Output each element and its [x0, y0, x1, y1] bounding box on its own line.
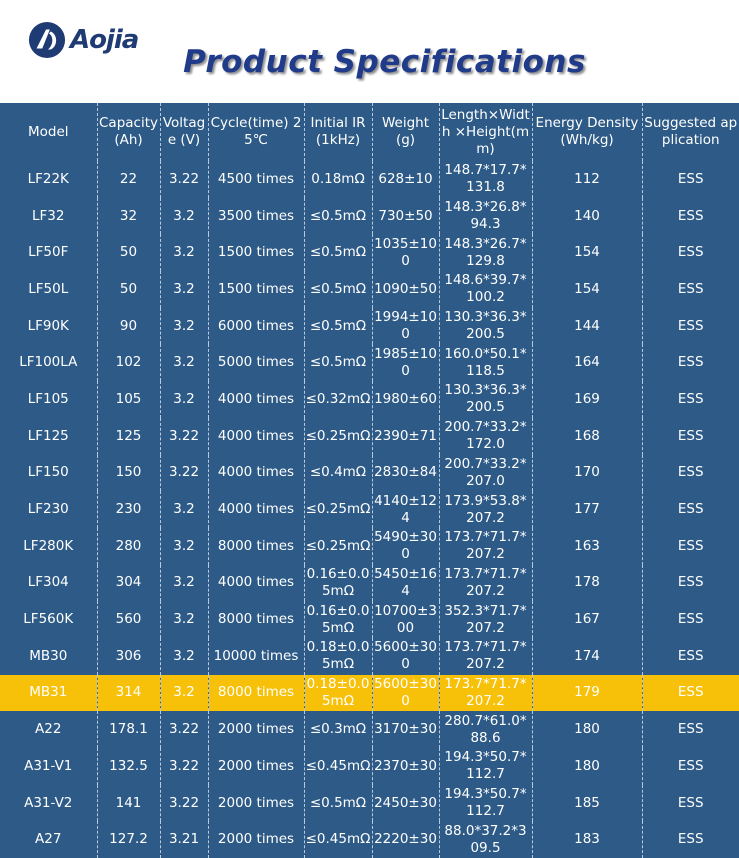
cell-energy-density: 144 [532, 308, 642, 345]
col-header-weight: Weight (g) [372, 103, 439, 161]
cell-model: LF32 [32, 207, 65, 224]
cell-model: MB30 [29, 647, 68, 664]
cell-capacity: 127.2 [97, 821, 160, 858]
cell-dimensions: 200.7*33.2*172.0 [439, 418, 532, 455]
cell-model: MB31 [0, 675, 97, 712]
cell-application: ESS [642, 785, 739, 822]
cell-weight: 5600±300 [372, 638, 439, 675]
cell-model: LF280K [23, 537, 74, 554]
cell-initial-ir: ≤0.5mΩ [304, 344, 372, 381]
cell-application: ESS [642, 418, 739, 455]
cell-cycle: 4000 times [208, 491, 304, 528]
cell-energy-density: 169 [532, 381, 642, 418]
cell-voltage: 3.22 [160, 161, 208, 198]
cell-energy-density: 154 [532, 234, 642, 271]
col-header-cycle: Cycle(time) 25℃ [208, 103, 304, 161]
cell-voltage: 3.2 [160, 491, 208, 528]
cell-model: LF150 [27, 464, 69, 481]
table-row [0, 638, 739, 675]
col-header-dimensions: Length×Width ×Height(mm) [439, 103, 532, 161]
cell-weight: 1035±100 [372, 234, 439, 271]
cell-initial-ir: ≤0.3mΩ [304, 711, 372, 748]
cell-initial-ir: ≤0.5mΩ [304, 198, 372, 235]
cell-cycle: 2000 times [208, 748, 304, 785]
cell-voltage: 3.22 [160, 748, 208, 785]
cell-cycle: 5000 times [208, 344, 304, 381]
page-header [0, 0, 739, 103]
cell-capacity: 150 [97, 455, 160, 492]
cell-initial-ir: 0.16±0.05mΩ [304, 565, 372, 602]
cell-weight: 2450±30 [372, 785, 439, 822]
brand-name: Aojia [70, 25, 139, 55]
cell-initial-ir: ≤0.25mΩ [304, 418, 372, 455]
table-row [0, 161, 739, 198]
cell-capacity: 102 [97, 344, 160, 381]
cell-voltage: 3.22 [160, 418, 208, 455]
cell-voltage: 3.2 [160, 198, 208, 235]
cell-dimensions: 88.0*37.2*309.5 [439, 821, 532, 858]
cell-capacity: 105 [97, 381, 160, 418]
cell-energy-density: 177 [532, 491, 642, 528]
cell-application: ESS [642, 638, 739, 675]
table-row [0, 565, 739, 602]
cell-application: ESS [642, 234, 739, 271]
cell-capacity: 50 [97, 234, 160, 271]
cell-capacity: 314 [97, 675, 160, 712]
table-row [0, 821, 739, 858]
cell-weight: 5600±300 [372, 675, 439, 712]
cell-energy-density: 178 [532, 565, 642, 602]
cell-dimensions: 130.3*36.3*200.5 [439, 308, 532, 345]
cell-weight: 730±50 [372, 198, 439, 235]
cell-weight: 2390±71 [372, 418, 439, 455]
cell-cycle: 4000 times [208, 455, 304, 492]
cell-model: LF230 [27, 501, 69, 518]
cell-cycle: 3500 times [208, 198, 304, 235]
cell-capacity: 141 [97, 785, 160, 822]
cell-model: A22 [35, 721, 62, 738]
cell-voltage: 3.2 [160, 601, 208, 638]
cell-weight: 5450±164 [372, 565, 439, 602]
cell-voltage: 3.2 [160, 234, 208, 271]
table-row [0, 381, 739, 418]
cell-weight: 2220±30 [372, 821, 439, 858]
cell-voltage: 3.22 [160, 711, 208, 748]
cell-weight: 628±10 [372, 161, 439, 198]
cell-dimensions: 280.7*61.0*88.6 [439, 711, 532, 748]
cell-weight: 3170±30 [372, 711, 439, 748]
cell-application: ESS [642, 528, 739, 565]
table-row [0, 785, 739, 822]
cell-energy-density: 180 [532, 748, 642, 785]
cell-initial-ir: ≤0.5mΩ [304, 234, 372, 271]
cell-energy-density: 163 [532, 528, 642, 565]
cell-application: ESS [642, 198, 739, 235]
cell-capacity: 178.1 [97, 711, 160, 748]
table-row [0, 271, 739, 308]
cell-dimensions: 148.7*17.7*131.8 [439, 161, 532, 198]
cell-capacity: 560 [97, 601, 160, 638]
cell-dimensions: 173.7*71.7*207.2 [439, 638, 532, 675]
cell-cycle: 4000 times [208, 418, 304, 455]
cell-weight: 1994±100 [372, 308, 439, 345]
cell-energy-density: 168 [532, 418, 642, 455]
page-title: Product Specifications [183, 44, 586, 80]
table-row [0, 308, 739, 345]
col-header-application: Suggested application [642, 103, 739, 161]
cell-dimensions: 173.7*71.7*207.2 [439, 675, 532, 712]
cell-weight: 1090±50 [372, 271, 439, 308]
table-row [0, 675, 739, 712]
cell-dimensions: 173.7*71.7*207.2 [439, 565, 532, 602]
cell-cycle: 10000 times [208, 638, 304, 675]
cell-weight: 1985±100 [372, 344, 439, 381]
cell-energy-density: 154 [532, 271, 642, 308]
cell-cycle: 1500 times [208, 271, 304, 308]
cell-energy-density: 180 [532, 711, 642, 748]
cell-cycle: 2000 times [208, 785, 304, 822]
cell-dimensions: 173.9*53.8*207.2 [439, 491, 532, 528]
cell-application: ESS [642, 455, 739, 492]
cell-capacity: 132.5 [97, 748, 160, 785]
cell-model: LF50F [28, 244, 69, 261]
cell-voltage: 3.2 [160, 271, 208, 308]
cell-voltage: 3.2 [160, 675, 208, 712]
cell-capacity: 125 [97, 418, 160, 455]
table-row [0, 455, 739, 492]
cell-cycle: 4000 times [208, 565, 304, 602]
cell-model: LF304 [27, 574, 69, 591]
cell-model: A27 [35, 831, 62, 848]
cell-energy-density: 183 [532, 821, 642, 858]
cell-cycle: 4000 times [208, 381, 304, 418]
cell-model: LF105 [27, 390, 69, 407]
cell-model: A31-V2 [24, 794, 73, 811]
cell-cycle: 8000 times [208, 675, 304, 712]
cell-voltage: 3.21 [160, 821, 208, 858]
cell-weight: 1980±60 [372, 381, 439, 418]
cell-weight: 2830±84 [372, 455, 439, 492]
cell-initial-ir: 0.18±0.05mΩ [304, 675, 372, 712]
cell-cycle: 8000 times [208, 528, 304, 565]
cell-voltage: 3.2 [160, 565, 208, 602]
cell-application: ESS [642, 271, 739, 308]
cell-dimensions: 148.6*39.7*100.2 [439, 271, 532, 308]
col-header-model: Model [27, 123, 69, 140]
table-row [0, 234, 739, 271]
cell-model: LF125 [27, 427, 69, 444]
cell-voltage: 3.22 [160, 455, 208, 492]
cell-weight: 5490±300 [372, 528, 439, 565]
cell-application: ESS [642, 161, 739, 198]
cell-application: ESS [642, 821, 739, 858]
cell-initial-ir: ≤0.25mΩ [304, 528, 372, 565]
table-body [0, 161, 739, 858]
cell-capacity: 304 [97, 565, 160, 602]
cell-dimensions: 160.0*50.1*118.5 [439, 344, 532, 381]
cell-voltage: 3.2 [160, 638, 208, 675]
cell-capacity: 230 [97, 491, 160, 528]
cell-application: ESS [642, 381, 739, 418]
cell-initial-ir: 0.18mΩ [304, 161, 372, 198]
cell-voltage: 3.2 [160, 344, 208, 381]
cell-capacity: 50 [97, 271, 160, 308]
table-row [0, 491, 739, 528]
cell-application: ESS [642, 601, 739, 638]
cell-energy-density: 167 [532, 601, 642, 638]
cell-application: ESS [642, 308, 739, 345]
table-row [0, 344, 739, 381]
spec-table [0, 103, 739, 858]
cell-dimensions: 130.3*36.3*200.5 [439, 381, 532, 418]
cell-model: LF90K [27, 317, 69, 334]
cell-model: LF100LA [19, 354, 78, 371]
cell-initial-ir: ≤0.4mΩ [304, 455, 372, 492]
table-row [0, 418, 739, 455]
cell-voltage: 3.2 [160, 528, 208, 565]
cell-initial-ir: ≤0.5mΩ [304, 308, 372, 345]
cell-voltage: 3.22 [160, 785, 208, 822]
cell-energy-density: 164 [532, 344, 642, 381]
col-header-energy-density: Energy Density(Wh/kg) [532, 103, 642, 161]
cell-dimensions: 194.3*50.7*112.7 [439, 785, 532, 822]
cell-model: LF560K [23, 611, 74, 628]
cell-application: ESS [642, 491, 739, 528]
col-header-initial-ir: Initial IR(1kHz) [304, 103, 372, 161]
cell-energy-density: 170 [532, 455, 642, 492]
cell-application: ESS [642, 675, 739, 712]
cell-cycle: 2000 times [208, 821, 304, 858]
table-row [0, 601, 739, 638]
cell-dimensions: 194.3*50.7*112.7 [439, 748, 532, 785]
cell-energy-density: 185 [532, 785, 642, 822]
table-header-row [0, 103, 739, 161]
cell-cycle: 2000 times [208, 711, 304, 748]
cell-initial-ir: ≤0.45mΩ [304, 821, 372, 858]
cell-model: LF22K [27, 170, 69, 187]
col-header-capacity: Capacity (Ah) [97, 103, 160, 161]
table-row [0, 711, 739, 748]
cell-weight: 2370±30 [372, 748, 439, 785]
cell-voltage: 3.2 [160, 381, 208, 418]
cell-cycle: 1500 times [208, 234, 304, 271]
cell-application: ESS [642, 565, 739, 602]
table-row [0, 748, 739, 785]
cell-dimensions: 200.7*33.2*207.0 [439, 455, 532, 492]
cell-cycle: 4500 times [208, 161, 304, 198]
cell-initial-ir: ≤0.32mΩ [304, 381, 372, 418]
cell-dimensions: 173.7*71.7*207.2 [439, 528, 532, 565]
cell-initial-ir: ≤0.5mΩ [304, 785, 372, 822]
cell-capacity: 90 [97, 308, 160, 345]
cell-weight: 10700±300 [372, 601, 439, 638]
cell-dimensions: 352.3*71.7*207.2 [439, 601, 532, 638]
cell-voltage: 3.2 [160, 308, 208, 345]
cell-initial-ir: ≤0.45mΩ [304, 748, 372, 785]
cell-energy-density: 140 [532, 198, 642, 235]
cell-capacity: 32 [97, 198, 160, 235]
cell-energy-density: 179 [532, 675, 642, 712]
col-header-voltage: Voltage (V) [160, 103, 208, 161]
cell-cycle: 8000 times [208, 601, 304, 638]
table-row [0, 198, 739, 235]
cell-dimensions: 148.3*26.8*94.3 [439, 198, 532, 235]
cell-capacity: 280 [97, 528, 160, 565]
cell-model: A31-V1 [24, 757, 73, 774]
cell-capacity: 22 [97, 161, 160, 198]
cell-energy-density: 174 [532, 638, 642, 675]
cell-initial-ir: ≤0.5mΩ [304, 271, 372, 308]
cell-initial-ir: 0.16±0.05mΩ [304, 601, 372, 638]
cell-energy-density: 112 [532, 161, 642, 198]
cell-application: ESS [642, 344, 739, 381]
cell-application: ESS [642, 711, 739, 748]
cell-capacity: 306 [97, 638, 160, 675]
cell-dimensions: 148.3*26.7*129.8 [439, 234, 532, 271]
cell-model: LF50L [28, 280, 69, 297]
cell-application: ESS [642, 748, 739, 785]
cell-cycle: 6000 times [208, 308, 304, 345]
table-row [0, 528, 739, 565]
cell-weight: 4140±124 [372, 491, 439, 528]
cell-initial-ir: 0.18±0.05mΩ [304, 638, 372, 675]
cell-initial-ir: ≤0.25mΩ [304, 491, 372, 528]
